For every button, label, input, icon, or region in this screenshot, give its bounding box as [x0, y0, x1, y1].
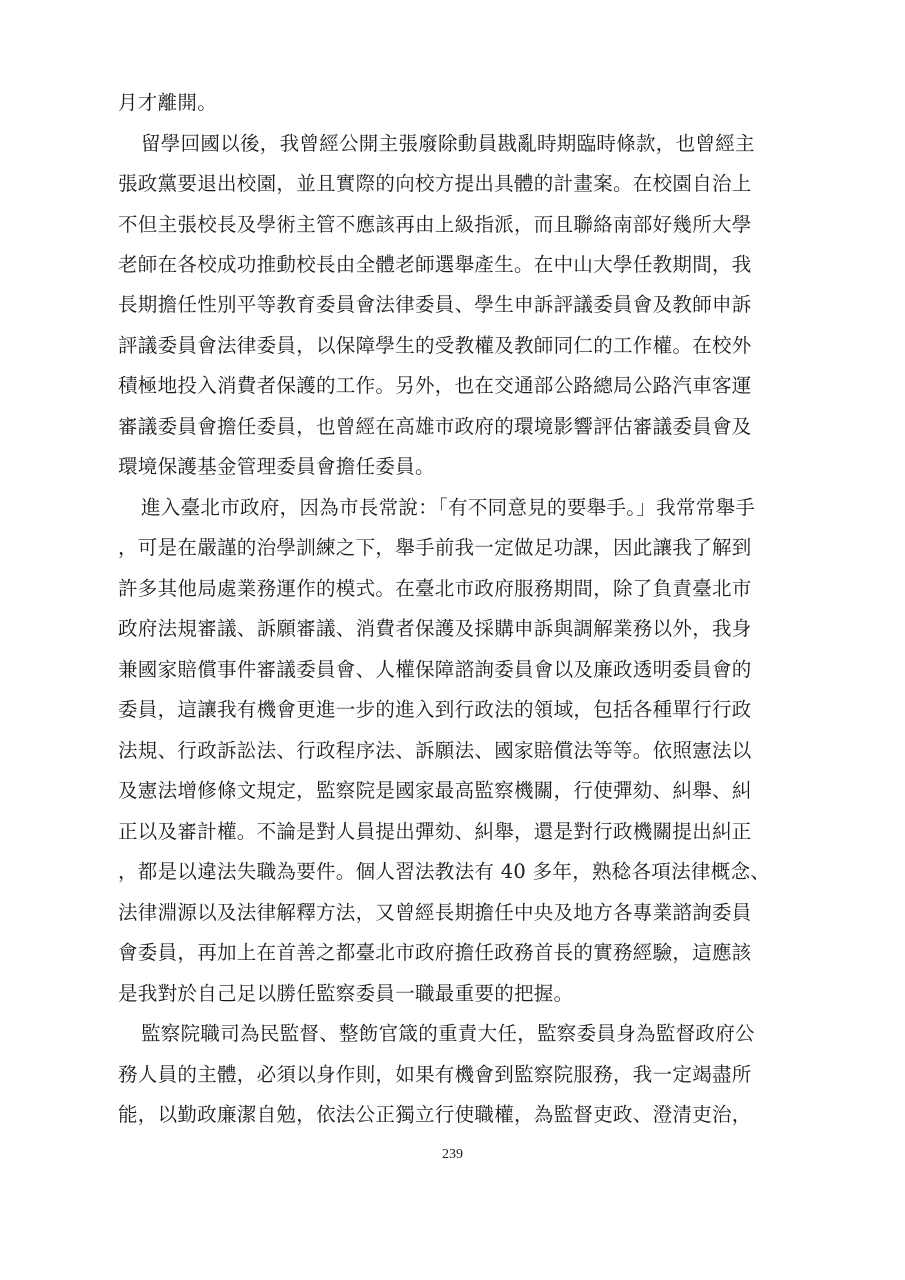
paragraph-first-line: 監察院職司為民監督、整飭官箴的重責大任，監察委員身為監督政府公 [141, 1022, 755, 1045]
page-number: 239 [442, 1147, 463, 1162]
text-line: 能，以勤政廉潔自勉，依法公正獨立行使職權，為監督吏政、澄清吏治， [118, 1103, 752, 1126]
text-line: 法規、行政訴訟法、行政程序法、訴願法、國家賠償法等等。依照憲法以 [118, 739, 752, 762]
text-line: 法律淵源以及法律解釋方法，又曾經長期擔任中央及地方各專業諮詢委員 [118, 901, 752, 924]
text-line: 不但主張校長及學術主管不應該再由上級指派，而且聯絡南部好幾所大學 [118, 213, 752, 236]
text-line: 評議委員會法律委員，以保障學生的受教權及教師同仁的工作權。在校外 [118, 334, 752, 357]
text-line: 務人員的主體，必須以身作則，如果有機會到監察院服務，我一定竭盡所 [118, 1063, 752, 1086]
paragraph-first-line: 進入臺北市政府，因為市長常說：「有不同意見的要舉手。」我常常舉手 [141, 496, 756, 519]
text-line: 是我對於自己足以勝任監察委員一職最重要的把握。 [118, 982, 574, 1005]
text-line: 張政黨要退出校園，並且實際的向校方提出具體的計畫案。在校園自治上 [118, 172, 752, 195]
text-line: 審議委員會擔任委員，也曾經在高雄市政府的環境影響評估審議委員會及 [118, 415, 752, 438]
text-line: 政府法規審議、訴願審議、消費者保護及採購申訴與調解業務以外，我身 [118, 617, 752, 640]
paragraph-first-line: 留學回國以後，我曾經公開主張廢除動員戡亂時期臨時條款，也曾經主 [141, 132, 755, 155]
text-line: 兼國家賠償事件審議委員會、人權保障諮詢委員會以及廉政透明委員會的 [118, 658, 752, 681]
text-line: 會委員，再加上在首善之都臺北市政府擔任政務首長的實務經驗，這應該 [118, 941, 752, 964]
text-line: ，都是以違法失職為要件。個人習法教法有 40 多年，熟稔各項法律概念、 [118, 860, 771, 883]
text-line: 正以及審計權。不論是對人員提出彈劾、糾舉，還是對行政機關提出糾正 [118, 820, 752, 843]
text-line: 長期擔任性別平等教育委員會法律委員、學生申訴評議委員會及教師申訴 [118, 293, 752, 316]
text-line: 環境保護基金管理委員會擔任委員。 [118, 455, 435, 478]
text-line: 委員，這讓我有機會更進一步的進入到行政法的領域，包括各種單行行政 [118, 698, 752, 721]
text-line: 月才離開。 [118, 91, 218, 114]
text-line: 及憲法增修條文規定，監察院是國家最高監察機關，行使彈劾、糾舉、糾 [118, 779, 752, 802]
text-line: 積極地投入消費者保護的工作。另外，也在交通部公路總局公路汽車客運 [118, 374, 752, 397]
text-line: ，可是在嚴謹的治學訓練之下，舉手前我一定做足功課，因此讓我了解到 [118, 536, 752, 559]
text-line: 許多其他局處業務運作的模式。在臺北市政府服務期間，除了負責臺北市 [118, 577, 752, 600]
text-line: 老師在各校成功推動校長由全體老師選舉產生。在中山大學任教期間，我 [118, 253, 752, 276]
